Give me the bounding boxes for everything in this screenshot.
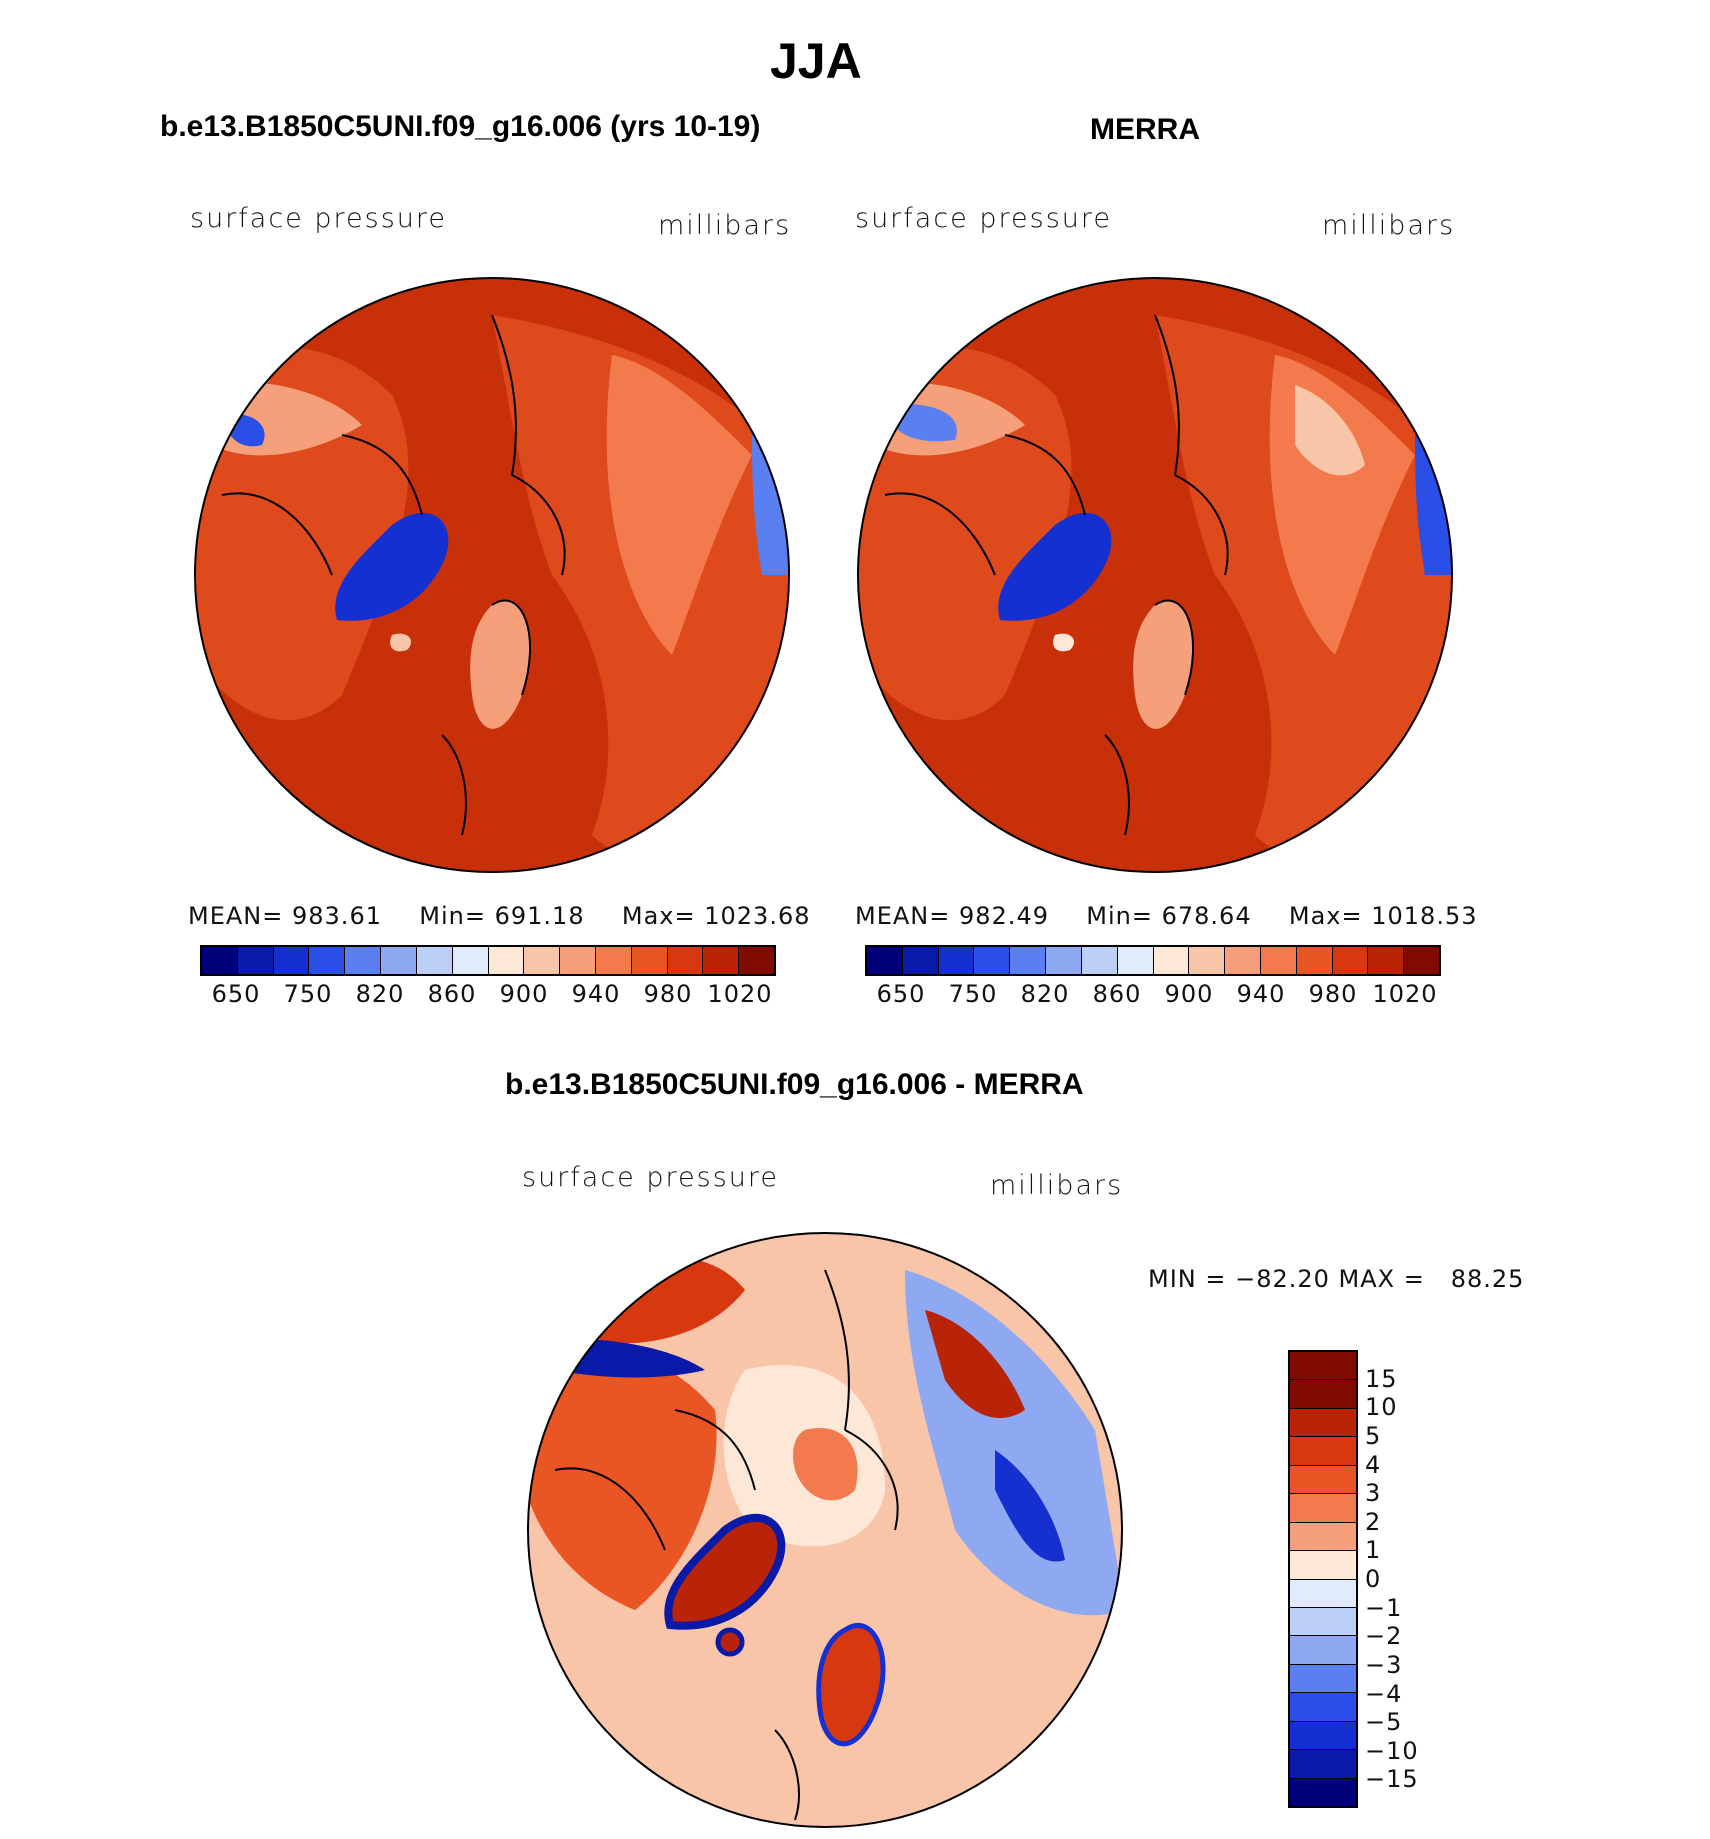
right-min-label: Min= [1086,902,1153,930]
left-colorbar [200,945,776,976]
right-variable-label: surface pressure [855,203,1112,234]
season-title: JJA [770,33,862,89]
colorbar-tick-label: 980 [643,980,693,1008]
right-stats [855,902,1478,930]
colorbar-swatch [1290,1551,1356,1579]
right-max-value: 1018.53 [1371,902,1478,930]
iceland-pressure [390,634,411,652]
colorbar-swatch [238,947,274,974]
colorbar-tick-label: −15 [1365,1765,1419,1794]
colorbar-swatch [1290,1409,1356,1437]
colorbar-swatch [1290,1494,1356,1522]
colorbar-tick-label: 5 [1365,1421,1382,1450]
colorbar-swatch [1290,1636,1356,1664]
colorbar-tick-label: 900 [1164,980,1214,1008]
left-mean-value: 983.61 [292,902,382,930]
colorbar-swatch [668,947,704,974]
right-polar-map [855,275,1455,875]
colorbar-tick-label: −3 [1365,1650,1403,1679]
colorbar-swatch [1333,947,1369,974]
colorbar-swatch [1118,947,1154,974]
colorbar-tick-label: 980 [1308,980,1358,1008]
colorbar-swatch [739,947,774,974]
colorbar-tick-label: 860 [427,980,477,1008]
iceland-diff [718,1630,742,1654]
left-stats [188,902,811,930]
colorbar-swatch [1225,947,1261,974]
colorbar-tick-label: 750 [283,980,333,1008]
colorbar-tick-label: 4 [1365,1450,1382,1479]
left-min-value: 691.18 [494,902,585,930]
colorbar-tick-label: 0 [1365,1565,1382,1593]
colorbar-swatch [1290,1665,1356,1693]
colorbar-tick-label: 1 [1365,1536,1382,1565]
diff-variable-label: surface pressure [522,1162,779,1193]
colorbar-tick-label: 650 [211,980,261,1008]
left-mean-label: MEAN= [188,902,284,930]
colorbar-swatch [1290,1380,1356,1408]
colorbar-tick-label: 860 [1092,980,1142,1008]
colorbar-swatch [596,947,632,974]
colorbar-tick-label: 900 [499,980,549,1008]
colorbar-swatch [1010,947,1046,974]
colorbar-swatch [1154,947,1190,974]
colorbar-swatch [345,947,381,974]
colorbar-swatch [560,947,596,974]
colorbar-swatch [524,947,560,974]
colorbar-tick-label: 820 [355,980,405,1008]
colorbar-tick-label: 3 [1365,1479,1382,1508]
colorbar-swatch [1290,1722,1356,1750]
colorbar-tick-label: 650 [876,980,926,1008]
colorbar-tick-label: 10 [1365,1393,1398,1422]
colorbar-tick-label: −10 [1365,1736,1419,1765]
right-colorbar [865,945,1441,976]
colorbar-swatch [1290,1580,1356,1608]
colorbar-swatch [1290,1608,1356,1636]
colorbar-tick-label: 15 [1365,1364,1398,1393]
colorbar-swatch [1290,1352,1356,1380]
colorbar-swatch [1290,1779,1356,1806]
colorbar-swatch [1046,947,1082,974]
left-units-label: millibars [658,210,792,241]
colorbar-swatch [1368,947,1404,974]
colorbar-swatch [1404,947,1439,974]
colorbar-swatch [1290,1437,1356,1465]
colorbar-swatch [632,947,668,974]
left-polar-map [192,275,792,875]
colorbar-swatch [1290,1466,1356,1494]
right-mean-label: MEAN= [855,902,951,930]
colorbar-tick-label: 1020 [1372,980,1438,1008]
colorbar-swatch [417,947,453,974]
colorbar-tick-label: −5 [1365,1708,1403,1737]
right-mean-value: 982.49 [959,902,1049,930]
iceland-pressure [1053,634,1074,652]
colorbar-swatch [939,947,975,974]
colorbar-swatch [974,947,1010,974]
right-panel-title: MERRA [1090,113,1200,146]
diff-polar-map [525,1230,1125,1830]
colorbar-swatch [274,947,310,974]
colorbar-tick-label: −2 [1365,1622,1403,1651]
colorbar-swatch [1189,947,1225,974]
diff-units-label: millibars [990,1170,1124,1201]
diff-panel-title: b.e13.B1850C5UNI.f09_g16.006 - MERRA [505,1068,1084,1101]
colorbar-tick-label: 940 [1236,980,1286,1008]
left-min-label: Min= [419,902,486,930]
left-colorbar-labels [200,980,776,1010]
colorbar-tick-label: 750 [948,980,998,1008]
colorbar-swatch [703,947,739,974]
colorbar-tick-label: 2 [1365,1507,1382,1536]
right-units-label: millibars [1322,210,1456,241]
colorbar-tick-label: −4 [1365,1679,1403,1708]
colorbar-swatch [1261,947,1297,974]
diff-minmax: MIN = −82.20 MAX = 88.25 [1148,1265,1525,1293]
colorbar-swatch [202,947,238,974]
colorbar-swatch [1297,947,1333,974]
colorbar-swatch [1082,947,1118,974]
left-variable-label: surface pressure [190,203,447,234]
diff-colorbar [1288,1350,1358,1808]
colorbar-swatch [381,947,417,974]
colorbar-swatch [1290,1750,1356,1778]
left-max-value: 1023.68 [704,902,811,930]
colorbar-swatch [903,947,939,974]
colorbar-swatch [489,947,525,974]
right-colorbar-labels [865,980,1441,1010]
colorbar-swatch [309,947,345,974]
diff-colorbar-labels [1365,1350,1445,1808]
colorbar-tick-label: 1020 [707,980,773,1008]
colorbar-tick-label: −1 [1365,1593,1403,1622]
left-panel-title: b.e13.B1850C5UNI.f09_g16.006 (yrs 10-19) [160,110,761,143]
colorbar-swatch [1290,1693,1356,1721]
left-max-label: Max= [621,902,696,930]
colorbar-swatch [1290,1523,1356,1551]
right-max-label: Max= [1288,902,1363,930]
colorbar-swatch [453,947,489,974]
colorbar-tick-label: 820 [1020,980,1070,1008]
colorbar-swatch [867,947,903,974]
colorbar-tick-label: 940 [571,980,621,1008]
right-min-value: 678.64 [1161,902,1252,930]
